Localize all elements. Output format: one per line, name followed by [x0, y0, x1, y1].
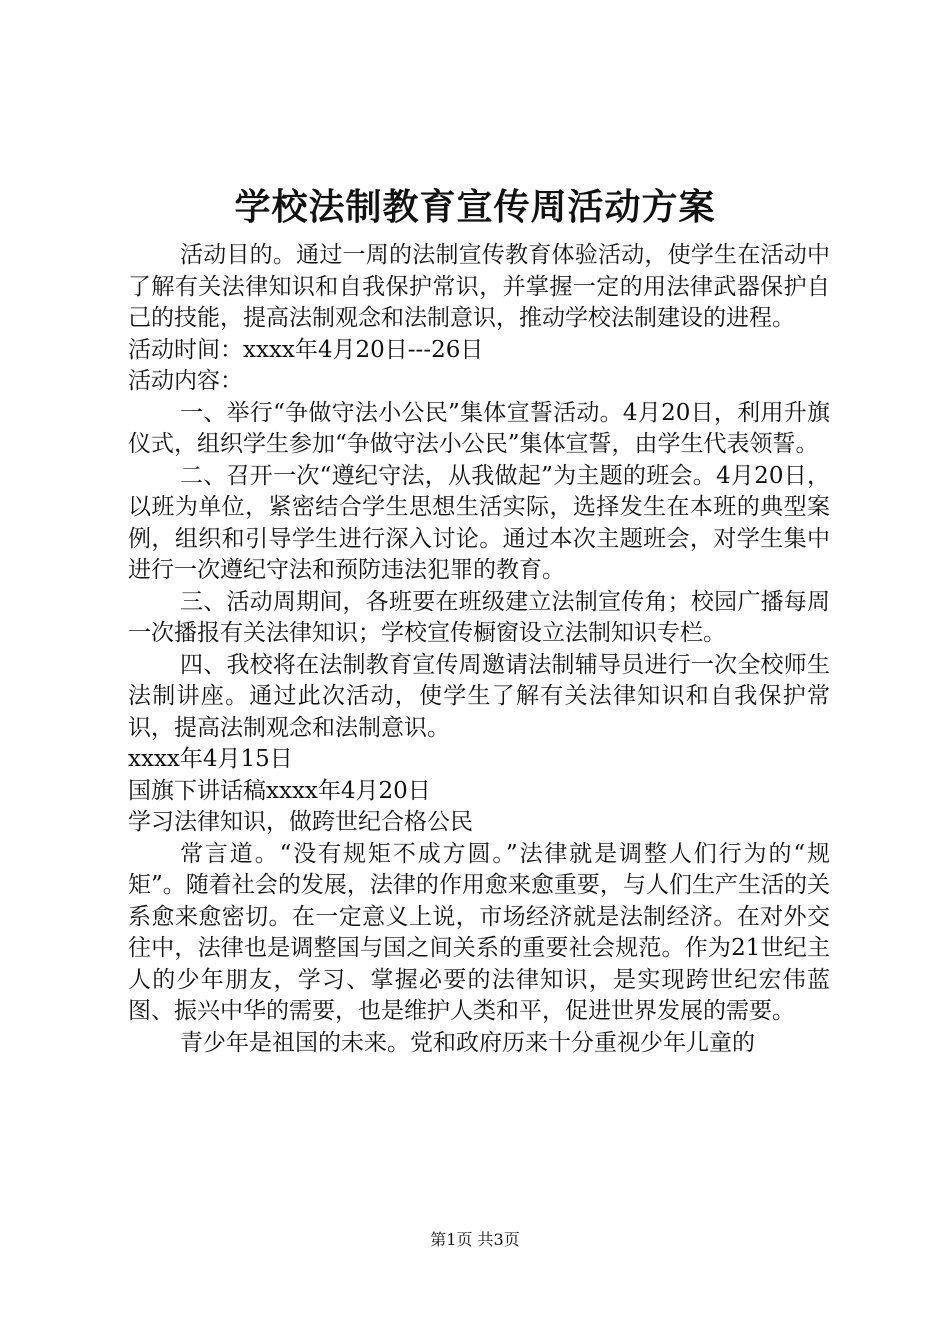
paragraph-speech-continued: 青少年是祖国的未来。党和政府历来十分重视少年儿童的 — [180, 1029, 755, 1056]
paragraph-item-four: 四、我校将在法制教育宣传周邀请法制辅导员进行一次全校师生法制讲座。通过此次活动，使学生了解有关法律知识和自我保护常识，提高法制观念和法制意识。 — [128, 651, 830, 741]
paragraph-item-three: 三、活动周期间，各班要在班级建立法制宣传角；校园广播每周一次播报有关法律知识；学校宣传橱窗设立法制知识专栏。 — [128, 588, 830, 646]
paragraph-speech-heading: 国旗下讲话稿xxxx年4月20日 — [128, 777, 431, 804]
document-body — [128, 240, 830, 1059]
paragraph-speech-title: 学习法律知识，做跨世纪合格公民 — [128, 809, 473, 835]
paragraph-item-one: 一、举行“争做守法小公民”集体宣誓活动。4月20日，利用升旗仪式，组织学生参加“争做守法小公民”集体宣誓，由学生代表领誓。 — [128, 399, 830, 457]
paragraph-speech-body: 常言道。“没有规矩不成方圆。”法律就是调整人们行为的“规矩”。随着社会的发展，法律的作用愈来愈重要，与人们生产生活的关系愈来愈密切。在一定意义上说，市场经济就是法制经济。在对外交往中，法律也是调整国与国之间关系的重要社会规范。作为21世纪主人的少年朋友，学习、掌握必要的法律知识，是实现跨世纪宏伟蓝图、振兴中华的需要，也是维护人类和平，促进世界发展的需要。 — [128, 840, 830, 1024]
paragraph-time: 活动时间：xxxx年4月20日---26日 — [128, 336, 484, 363]
paragraph-item-two: 二、召开一次“遵纪守法，从我做起”为主题的班会。4月20日，以班为单位，紧密结合学生思想生活实际，选择发生在本班的典型案例，组织和引导学生进行深入讨论。通过本次主题班会，对学生集中进行一次遵纪守法和预防违法犯罪的教育。 — [128, 462, 830, 583]
paragraph-content-heading: 活动内容： — [128, 368, 243, 394]
page-footer: 第1页 共3页 — [430, 1230, 520, 1249]
document-title: 学校法制教育宣传周活动方案 — [234, 186, 716, 228]
paragraph-date: xxxx年4月15日 — [128, 746, 293, 772]
paragraph-purpose: 活动目的。通过一周的法制宣传教育体验活动，使学生在活动中了解有关法律知识和自我保护常识，并掌握一定的用法律武器保护自己的技能，提高法制观念和法制意识，推动学校法制建设的进程。 — [128, 242, 830, 331]
